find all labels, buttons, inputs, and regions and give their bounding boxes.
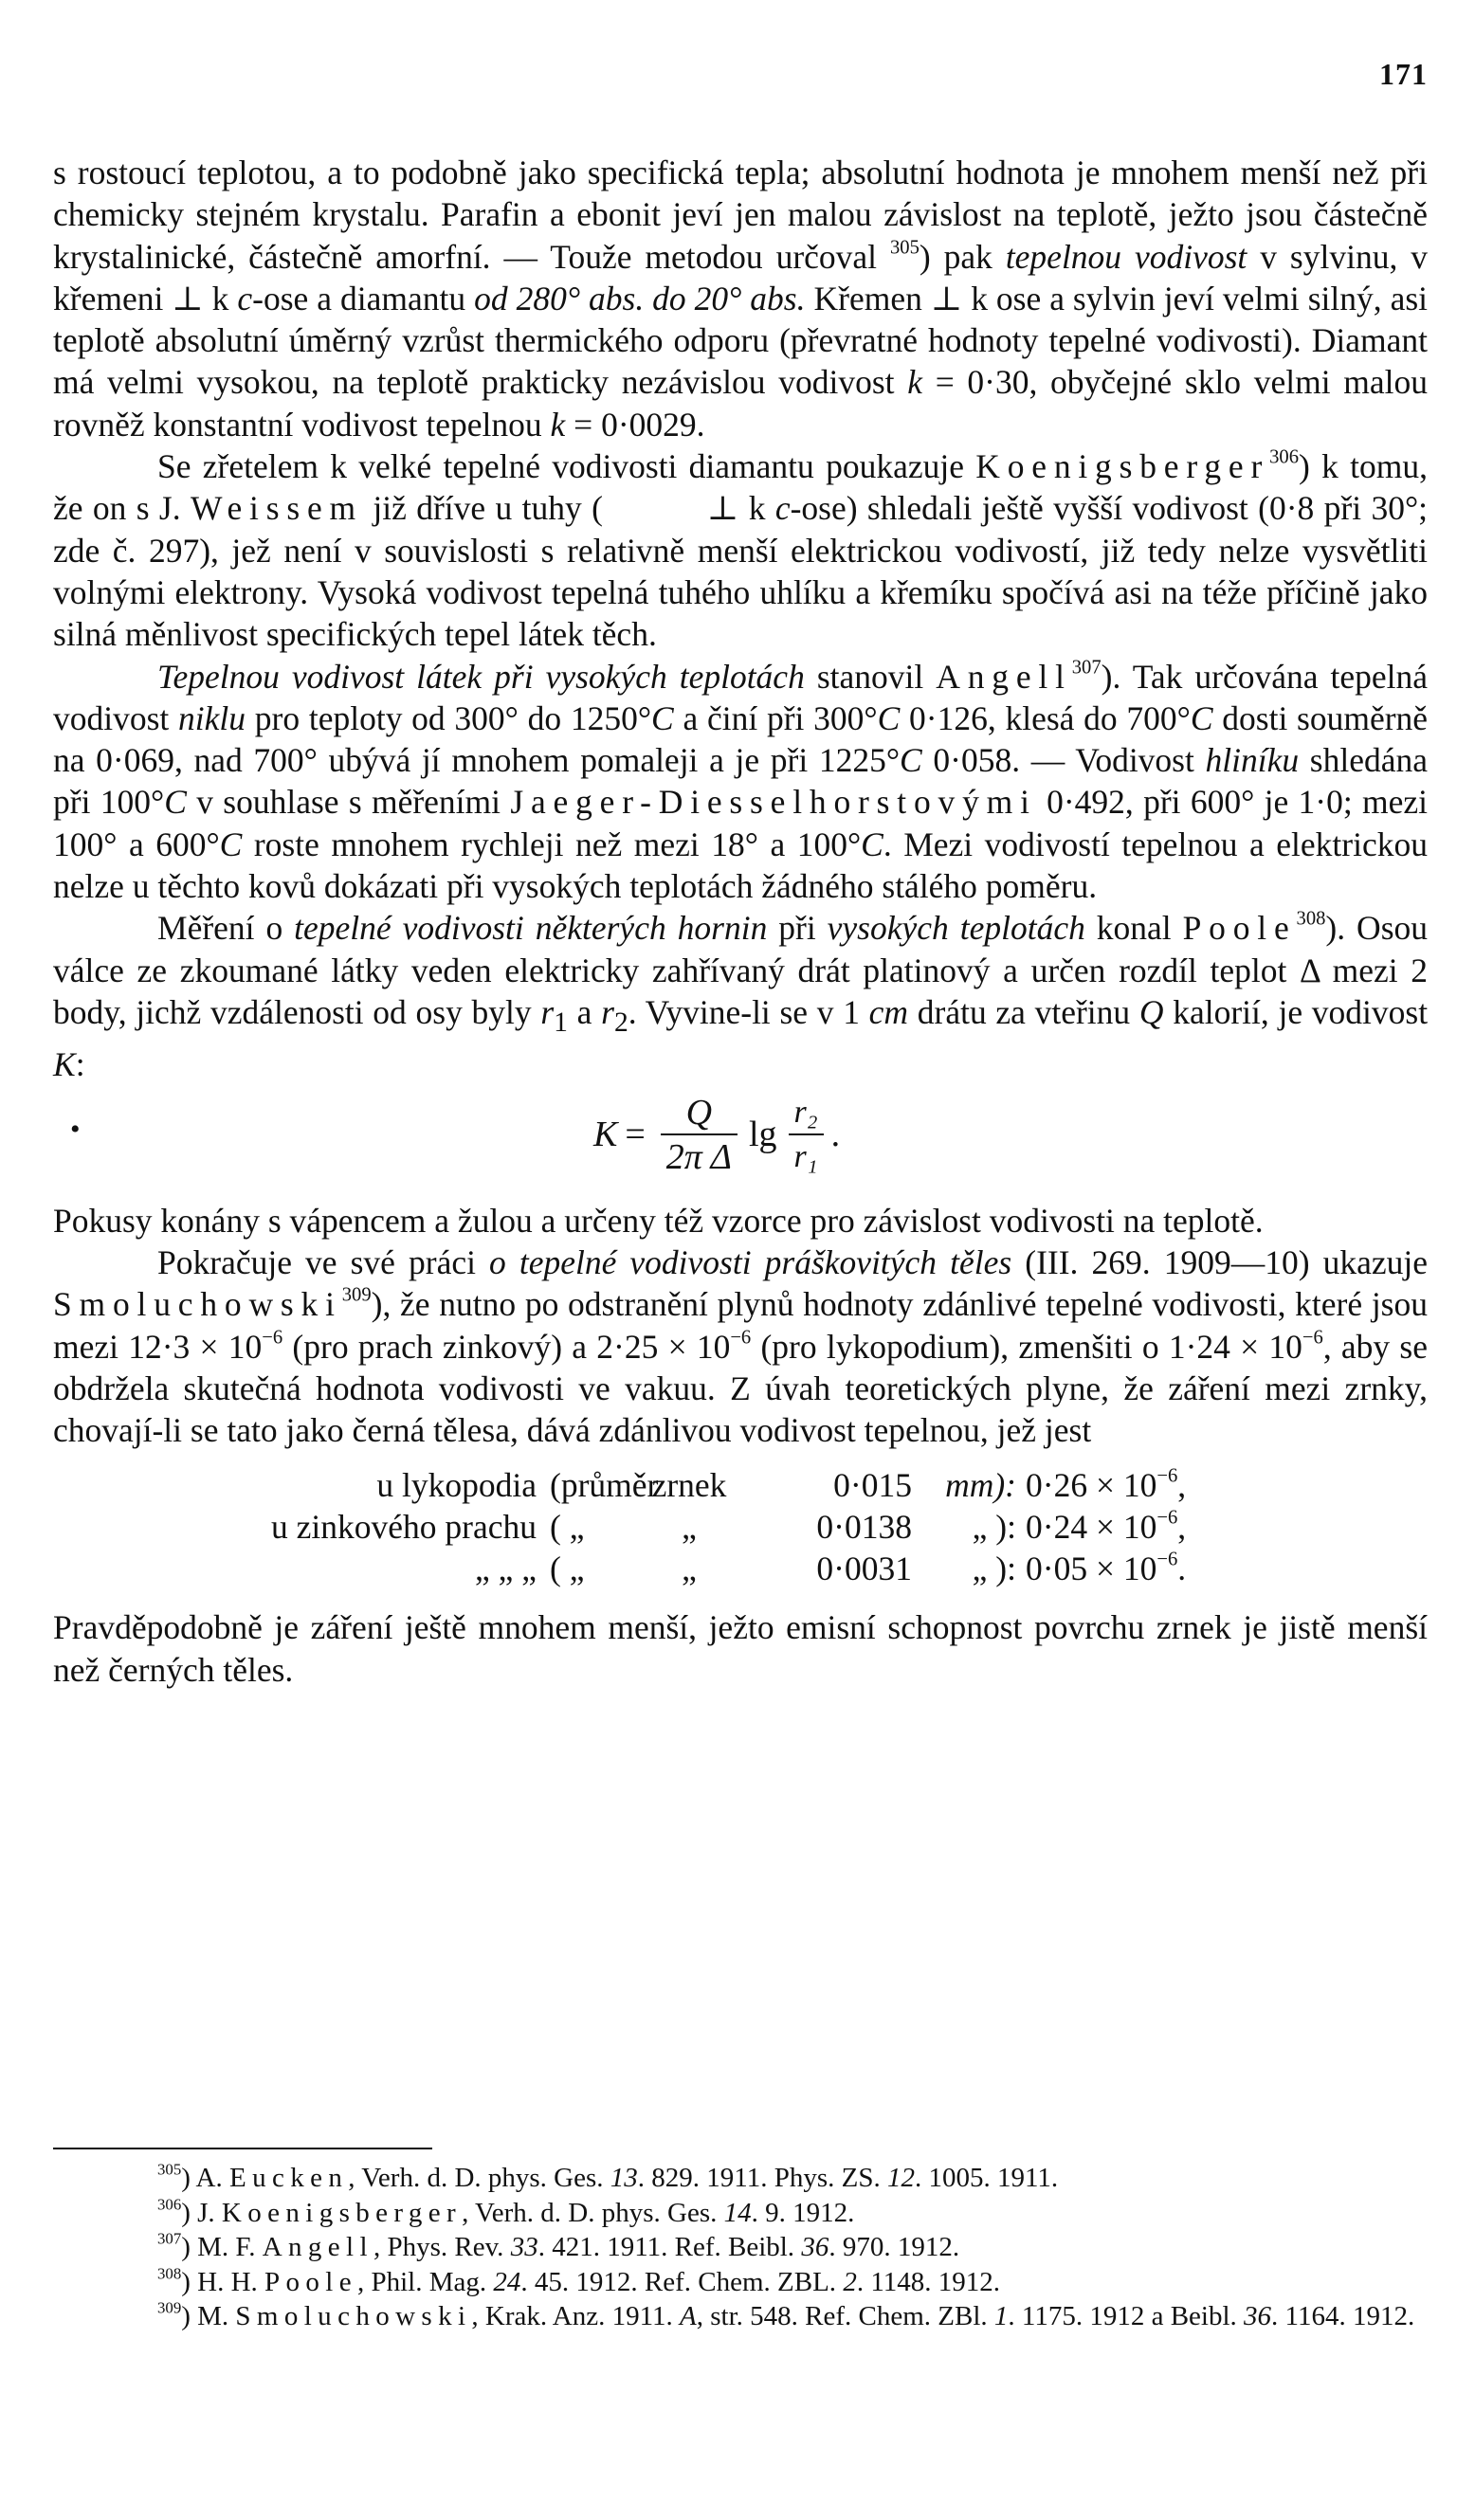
bullet-mark: • — [70, 1113, 81, 1145]
body-text — [53, 152, 1428, 1691]
paragraph-2: Se zřetelem k velké tepelné vodivosti diamantu poukazuje Koenigsberger$^{306}$) k tomu, že on s J. Weissem již dříve u tuhy ( ⊥ k c-ose) shledali ještě vyšší vodivost (0·8 při 30°; zde č. 297), jež není v souvislosti s relativně menší elektrickou vodivostí, již tedy nelze vysvětliti volnými elektrony. Vysoká vodivost tepelná tuhého uhlíku a křemíku spočívá asi na téže příčině jako silná měnlivost specifických tepel látek těch. — [53, 446, 1429, 654]
footnote-308: $^{308}$) H. H. Poole, Phil. Mag. 24. 45. 1912. Ref. Chem. ZBL. 2. 1148. 1912. — [157, 2263, 1000, 2297]
perpendicular-symbol: ⊥ — [930, 279, 963, 317]
fraction-q-over-2pi-delta: $\frac{Q}{\text{2π Δ}}$ — [661, 1092, 738, 1179]
footnote-309: $^{309}$) M. Smoluchowski, Krak. Anz. 1911. A, str. 548. Ref. Chem. ZBl. 1. 1175. 1912 a Beibl. 36. 1164. 1912. — [157, 2298, 1415, 2331]
paragraph-1: s rostoucí teplotou, a to podobně jako specifická tepla; absolutní hodnota je mnohem menší než při chemicky stejném krystalu. Parafin a ebonit jeví jen malou závislost na teplotě, ježto jsou částečně krystalinické, částečně amorfní. — Touže metodou určoval $^{305}$) pak tepelnou vodivost v sylvinu, v křemeni ⊥ k c-ose a diamantu od 280° abs. do 20° abs. Křemen ⊥ k ose a sylvin jeví velmi silný, asi teplotě absolutní úměrný vzrůst thermického odporu (převratné hodnoty tepelné vodivosti). Diamant má velmi vysokou, na teplotě prakticky nezávislou vodivost k = 0·30, obyčejné sklo velmi malou rovněž konstantní vodivost tepelnou k = 0·0029. — [53, 154, 1429, 444]
paragraph-5: Pokusy konány s vápencem a žulou a určeny též vzorce pro závislost vodivosti na teplotě. — [53, 1201, 1264, 1240]
footnote-divider — [53, 2148, 432, 2149]
paragraph-3: Tepelnou vodivost látek při vysokých teplotách stanovil Angell$^{307}$). Tak určována tepelná vodivost niklu pro teploty od 300° do 1250°C a činí při 300°C 0·126, klesá do 700°C dosti souměrně na 0·069, nad 700° ubývá jí mnohem pomaleji a je při 1225°C 0·058. — Vodivost hliníku shledána při 100°C v souhlase s měřeními Jaeger-Diesselhorstovými 0·492, při 600° je 1·0; mezi 100° a 600°C roste mnohem rychleji než mezi 18° a 100°C. Mezi vodivostí tepelnou a elektrickou nelze u těchto kovů dokázati při vysokých teplotách žádného stálého poměru. — [53, 657, 1429, 906]
footnote-ref-307[interactable]: 307 — [1071, 657, 1102, 679]
paragraph-7: Pravděpodobně je záření ještě mnohem menší, ježto emisní schopnost povrchu zrnek je jistě menší než černých těles. — [53, 1608, 1428, 1689]
footnote-307: $^{307}$) M. F. Angell, Phys. Rev. 33. 421. 1911. Ref. Beibl. 36. 970. 1912. — [157, 2229, 960, 2262]
footnote-ref-309[interactable]: 309 — [341, 1284, 372, 1306]
perpendicular-symbol: ⊥ — [706, 489, 739, 528]
footnote-305: $^{305}$) A. Eucken, Verh. d. D. phys. Ges. 13. 829. 1911. Phys. ZS. 12. 1005. 1911. — [157, 2160, 1059, 2193]
radiation-values-table — [53, 1464, 1428, 1589]
footnotes — [53, 2161, 1428, 2334]
paragraph-4: Měření o tepelné vodivosti některých hornin při vysokých teplotách konal Poole$^{308}$). Osou válce ze zkoumané látky veden elektricky zahřívaný drát platinový a určen rozdíl teplot Δ mezi 2 body, jichž vzdálenosti od osy byly $r_1$ a $r_2$. Vyvine-li se v 1 cm drátu za vteřinu Q kalorií, je vodivost K: — [53, 908, 1429, 1084]
paragraph-6: Pokračuje ve své práci o tepelné vodivosti práškovitých těles (III. 269. 1909—10) ukazuje Smoluchowski$^{309}$), že nutno po odstranění plynů hodnoty zdánlivé tepelné vodivosti, které jsou mezi $12\cdot 3 \times 10^{-6}$ (pro prach zinkový) a $2\cdot 25 \times 10^{-6}$ (pro lykopodium), zmenšiti o $1\cdot 24 \times 10^{-6}$, aby se obdržela skutečná hodnota vodivosti ve vakuu. Z úvah teoretických plyne, že záření mezi zrnky, chovají-li se tato jako černá tělesa, dává zdánlivou vodivost tepelnou, jež jest — [53, 1242, 1428, 1450]
formula: • K = $\frac{Q}{\text{2π Δ}}$ lg $\frac{\text{r₂}}{\text{r₁}}$ . — [70, 1092, 841, 1177]
table-row: u zinkového prachu ( „ „ 0·0138 „ ): $0\cdot 24 \times 10^{-6}$, — [271, 1507, 1187, 1547]
table-row: „ „ „ ( „ „ 0·0031 „ ): $0\cdot 05 \times 10^{-6}$. — [474, 1549, 1187, 1588]
footnote-ref-306[interactable]: 306 — [1269, 446, 1299, 468]
footnote-306: $^{306}$) J. Koenigsberger, Verh. d. D. phys. Ges. 14. 9. 1912. — [157, 2194, 855, 2228]
footnote-ref-308[interactable]: 308 — [1296, 908, 1326, 930]
table-row: u lykopodia (průměr zrnek 0·015 mm): $0\cdot 26 \times 10^{-6}$, — [376, 1465, 1187, 1505]
footnote-ref-305[interactable]: 305 — [889, 237, 920, 259]
perpendicular-symbol: ⊥ — [172, 279, 204, 317]
fraction-r2-over-r1: $\frac{\text{r₂}}{\text{r₁}}$ — [789, 1092, 824, 1179]
page-number: 171 — [1379, 57, 1428, 91]
